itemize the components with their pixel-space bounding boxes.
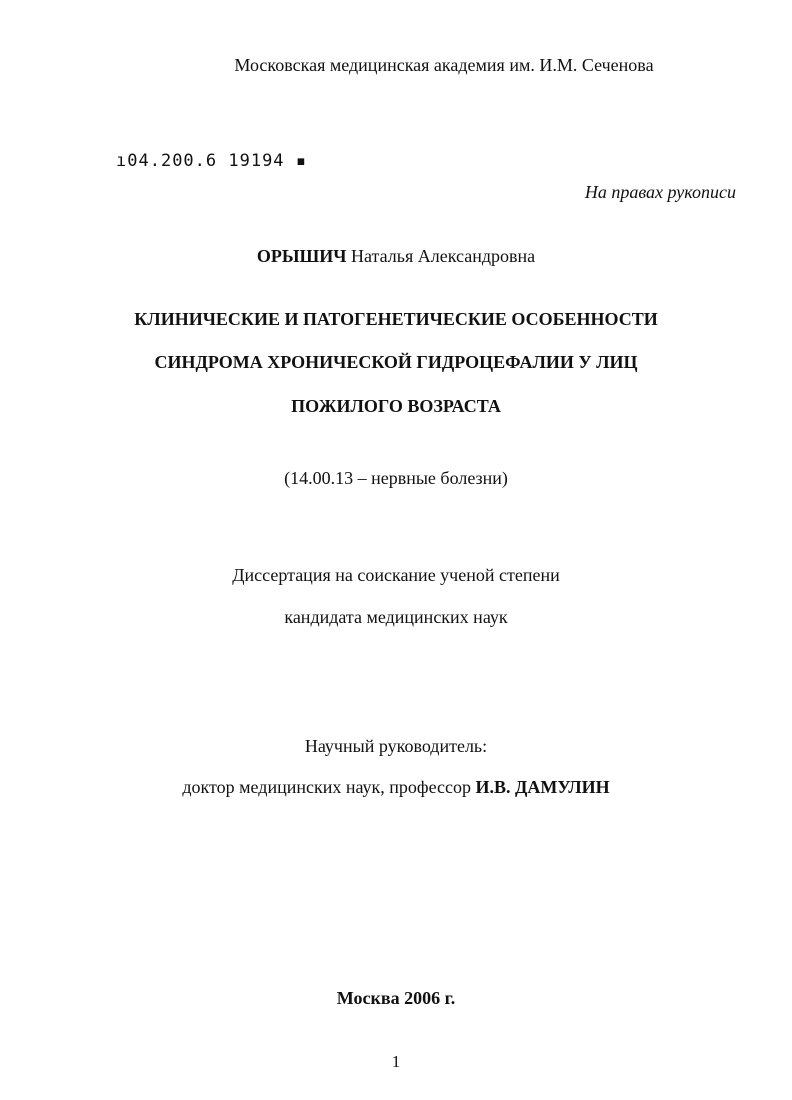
dissertation-title-line-3: ПОЖИЛОГО ВОЗРАСТА	[291, 396, 501, 416]
registry-dot: ▪	[284, 151, 308, 171]
specialty-code: (14.00.13 – нервные болезни)	[284, 468, 508, 488]
registry-mark: ı	[116, 151, 128, 171]
supervisor-line	[0, 776, 792, 798]
author-line	[0, 245, 792, 267]
supervisor-credentials: доктор медицинских наук, профессор	[182, 777, 472, 797]
city-year: Москва 2006 г.	[336, 988, 456, 1008]
institution-name: Московская медицинская академия им. И.М. Сеченова	[234, 55, 654, 75]
author-surname: ОРЫШИЧ	[256, 246, 347, 266]
degree-line-2: кандидата медицинских наук	[284, 607, 508, 627]
dissertation-title-line-1: КЛИНИЧЕСКИЕ И ПАТОГЕНЕТИЧЕСКИЕ ОСОБЕННОСТИ	[134, 309, 658, 329]
degree-line-1: Диссертация на соискание ученой степени	[232, 565, 560, 585]
registry-number: 04.200.6 19194	[127, 151, 285, 171]
supervisor-name: И.В. ДАМУЛИН	[475, 777, 610, 797]
manuscript-rights-note: На правах рукописи	[584, 182, 736, 202]
page-number: 1	[391, 1052, 401, 1071]
supervisor-label: Научный руководитель:	[304, 736, 488, 756]
dissertation-title-line-2: СИНДРОМА ХРОНИЧЕСКОЙ ГИДРОЦЕФАЛИИ У ЛИЦ	[154, 352, 638, 372]
author-given-names: Наталья Александровна	[351, 246, 536, 266]
registry-stamp	[116, 150, 307, 172]
